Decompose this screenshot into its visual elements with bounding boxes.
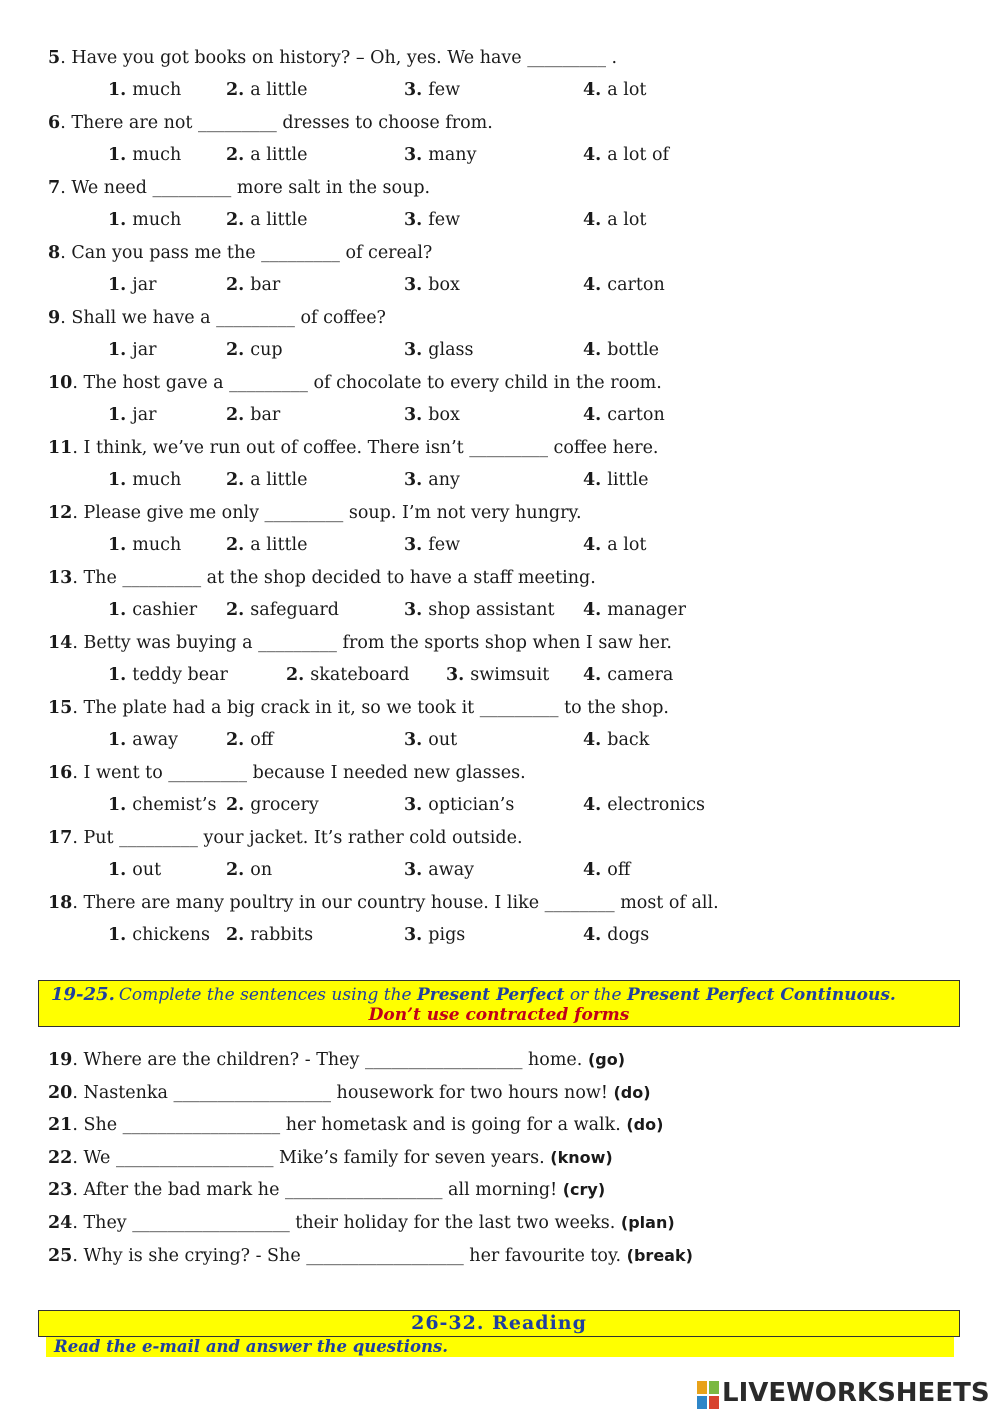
question-dot: . (72, 633, 84, 653)
gap-sentence-22[interactable] (48, 1148, 613, 1168)
option-text: a lot (607, 210, 647, 230)
option-text: carton (607, 275, 665, 295)
option-4[interactable] (583, 600, 686, 620)
question-9 (48, 308, 386, 328)
question-number: 18 (48, 893, 73, 913)
options-row (0, 470, 1000, 494)
option-number: 1. (108, 340, 127, 360)
question-16 (48, 763, 526, 783)
question-dot: . (72, 763, 84, 783)
section-19-25-header (38, 980, 960, 1027)
sentence-dot: . (72, 1245, 84, 1266)
option-text: any (428, 470, 460, 490)
option-number: 4. (583, 795, 602, 815)
option-4[interactable] (583, 535, 646, 555)
question-number: 11 (48, 438, 73, 458)
option-text: safeguard (250, 600, 340, 620)
question-8 (48, 243, 432, 263)
option-number: 2. (226, 340, 245, 360)
option-4[interactable] (583, 730, 649, 750)
option-text: much (132, 80, 182, 100)
option-number: 2. (226, 600, 245, 620)
option-text: bar (250, 405, 281, 425)
question-number: 15 (48, 698, 73, 718)
option-3[interactable] (404, 340, 473, 360)
question-7 (48, 178, 430, 198)
options-row (0, 405, 1000, 429)
option-text: few (428, 535, 461, 555)
sentence-text: Nastenka __________________ housework for two hours now! (83, 1082, 608, 1103)
option-number: 3. (404, 470, 423, 490)
sentence-number: 21 (48, 1115, 73, 1136)
instruction-text: or the (564, 985, 627, 1005)
option-1[interactable] (108, 210, 181, 230)
question-text: The host gave a _________ of chocolate to every child in the room. (83, 373, 662, 393)
options-row (0, 665, 1000, 689)
option-text: optician’s (428, 795, 515, 815)
option-3[interactable] (404, 795, 514, 815)
option-number: 1. (108, 795, 127, 815)
question-text: Put _________ your jacket. It’s rather cold outside. (83, 828, 523, 848)
question-number: 6 (48, 113, 61, 133)
option-number: 1. (108, 925, 127, 945)
options-row (0, 145, 1000, 169)
options-row (0, 795, 1000, 819)
option-text: few (428, 210, 461, 230)
option-text: pigs (428, 925, 466, 945)
option-number: 4. (583, 600, 602, 620)
question-10 (48, 373, 662, 393)
reading-title: 26-32. Reading (411, 1312, 587, 1334)
question-dot: . (72, 568, 84, 588)
verb-hint: (do) (613, 1082, 651, 1102)
tense-present-perfect-continuous: Present Perfect Continuous. (626, 985, 896, 1005)
option-text: much (132, 210, 182, 230)
options-row (0, 340, 1000, 364)
options-row (0, 210, 1000, 234)
sentence-dot: . (72, 1213, 84, 1233)
option-text: jar (132, 405, 157, 425)
instruction-text: Complete the sentences using the (118, 985, 417, 1005)
question-dot: . (72, 698, 84, 718)
option-text: bar (250, 275, 281, 295)
options-row (0, 730, 1000, 754)
option-number: 4. (583, 925, 602, 945)
option-3[interactable] (404, 405, 460, 425)
option-number: 1. (108, 665, 127, 685)
option-number: 2. (226, 925, 245, 945)
option-number: 3. (404, 795, 423, 815)
options-row (0, 275, 1000, 299)
sentence-text: We __________________ Mike’s family for seven years. (83, 1147, 545, 1168)
option-2[interactable] (226, 275, 280, 295)
option-text: manager (607, 600, 686, 620)
option-text: box (428, 275, 460, 295)
option-number: 3. (446, 665, 465, 685)
question-text: There are not _________ dresses to choose from. (71, 113, 493, 133)
options-row (0, 860, 1000, 884)
option-3[interactable] (404, 600, 555, 620)
option-number: 1. (108, 535, 127, 555)
option-number: 2. (226, 535, 245, 555)
option-number: 2. (226, 405, 245, 425)
option-text: rabbits (250, 925, 314, 945)
options-row (0, 535, 1000, 559)
option-3[interactable] (404, 470, 460, 490)
option-number: 1. (108, 860, 127, 880)
option-number: 1. (108, 600, 127, 620)
option-2[interactable] (226, 210, 308, 230)
sentence-dot: . (72, 1115, 84, 1136)
option-text: out (428, 730, 458, 750)
option-text: cashier (132, 600, 198, 620)
option-text: grocery (250, 795, 319, 815)
option-number: 3. (404, 600, 423, 620)
option-1[interactable] (108, 340, 157, 360)
option-number: 2. (226, 275, 245, 295)
option-4[interactable] (583, 925, 649, 945)
option-text: bottle (607, 340, 660, 360)
option-2[interactable] (226, 600, 339, 620)
option-3[interactable] (404, 535, 460, 555)
question-text: Can you pass me the _________ of cereal? (71, 243, 433, 263)
question-dot: . (60, 178, 72, 198)
option-4[interactable] (583, 405, 665, 425)
option-number: 1. (108, 80, 127, 100)
question-14 (48, 633, 672, 653)
option-1[interactable] (108, 275, 157, 295)
option-1[interactable] (108, 860, 161, 880)
option-number: 4. (583, 210, 602, 230)
option-text: few (428, 80, 461, 100)
question-text: We need _________ more salt in the soup. (71, 178, 431, 198)
option-number: 2. (226, 145, 245, 165)
option-4[interactable] (583, 80, 646, 100)
question-text: There are many poultry in our country house. I like ________ most of all. (83, 893, 719, 913)
question-dot: . (60, 243, 72, 263)
option-4[interactable] (583, 340, 659, 360)
option-1[interactable] (108, 665, 228, 685)
option-text: dogs (607, 925, 650, 945)
option-number: 1. (108, 470, 127, 490)
option-3[interactable] (404, 925, 465, 945)
option-text: away (132, 730, 179, 750)
option-number: 3. (404, 80, 423, 100)
logo-text: LIVEWORKSHEETS (722, 1378, 990, 1408)
option-1[interactable] (108, 795, 216, 815)
sentence-number: 25 (48, 1245, 73, 1266)
verb-hint: (go) (587, 1050, 626, 1069)
option-1[interactable] (108, 600, 197, 620)
option-number: 3. (404, 535, 423, 555)
option-text: little (607, 470, 649, 490)
question-dot: . (72, 438, 84, 458)
option-text: much (132, 145, 182, 165)
question-number: 14 (48, 633, 73, 653)
option-text: many (428, 145, 477, 165)
gap-sentence-20[interactable] (48, 1083, 651, 1103)
option-number: 3. (404, 730, 423, 750)
question-text: Shall we have a _________ of coffee? (71, 308, 386, 328)
option-number: 3. (404, 145, 423, 165)
option-text: a little (250, 80, 308, 100)
question-number: 12 (48, 503, 73, 523)
sentence-text: After the bad mark he __________________ all morning! (83, 1180, 558, 1201)
options-row (0, 80, 1000, 104)
question-number: 13 (48, 568, 73, 588)
option-text: a lot (607, 535, 647, 555)
question-text: I went to _________ because I needed new glasses. (83, 763, 526, 783)
question-dot: . (72, 828, 84, 848)
option-text: a lot of (607, 145, 670, 165)
verb-hint: (cry) (562, 1180, 606, 1200)
sentence-number: 23 (48, 1180, 73, 1201)
option-text: off (250, 730, 274, 750)
option-text: out (132, 860, 162, 880)
option-text: a little (250, 470, 308, 490)
option-text: away (428, 860, 475, 880)
option-number: 1. (108, 145, 127, 165)
question-12 (48, 503, 582, 523)
question-text: The plate had a big crack in it, so we took it _________ to the shop. (83, 698, 669, 718)
section-19-25-instruction (51, 984, 896, 1005)
logo-icon (696, 1380, 720, 1410)
option-text: glass (428, 340, 474, 360)
option-number: 3. (404, 210, 423, 230)
option-4[interactable] (583, 145, 669, 165)
option-text: chemist’s (132, 795, 217, 815)
question-dot: . (72, 893, 84, 913)
sentence-number: 19 (48, 1050, 73, 1070)
sentence-text: They __________________ their holiday for the last two weeks. (83, 1213, 616, 1233)
option-2[interactable] (226, 925, 313, 945)
option-number: 4. (583, 665, 602, 685)
option-1[interactable] (108, 925, 210, 945)
option-2[interactable] (226, 860, 272, 880)
option-text: cup (250, 340, 283, 360)
gap-sentence-25[interactable] (48, 1246, 693, 1266)
question-5 (48, 48, 617, 68)
question-number: 10 (48, 373, 73, 393)
option-text: jar (132, 275, 157, 295)
option-number: 2. (226, 860, 245, 880)
question-number: 17 (48, 828, 73, 848)
question-13 (48, 568, 596, 588)
option-text: jar (132, 340, 157, 360)
option-2[interactable] (226, 340, 283, 360)
sentence-number: 20 (48, 1082, 73, 1103)
option-4[interactable] (583, 210, 646, 230)
option-4[interactable] (583, 665, 673, 685)
reading-instruction-bar (46, 1337, 954, 1357)
option-1[interactable] (108, 470, 181, 490)
sentence-number: 22 (48, 1147, 73, 1168)
option-text: much (132, 470, 182, 490)
option-number: 2. (226, 210, 245, 230)
option-text: a lot (607, 80, 647, 100)
option-4[interactable] (583, 795, 705, 815)
option-number: 2. (226, 795, 245, 815)
option-text: shop assistant (428, 600, 555, 620)
question-text: Please give me only _________ soup. I’m not very hungry. (83, 503, 582, 523)
option-1[interactable] (108, 145, 181, 165)
question-17 (48, 828, 523, 848)
option-number: 4. (583, 80, 602, 100)
sentence-dot: . (72, 1147, 84, 1168)
verb-hint: (break) (626, 1245, 693, 1265)
question-number: 9 (48, 308, 61, 328)
option-text: off (607, 860, 631, 880)
option-3[interactable] (404, 145, 476, 165)
option-4[interactable] (583, 860, 630, 880)
question-18 (48, 893, 719, 913)
question-dot: . (72, 373, 84, 393)
option-1[interactable] (108, 535, 181, 555)
option-text: back (607, 730, 650, 750)
gap-sentence-19[interactable] (48, 1050, 625, 1070)
question-number: 16 (48, 763, 73, 783)
option-number: 3. (404, 925, 423, 945)
option-2[interactable] (226, 145, 308, 165)
section-19-25-note: Don’t use contracted forms (368, 1005, 630, 1025)
option-number: 4. (583, 535, 602, 555)
option-3[interactable] (446, 665, 549, 685)
option-text: box (428, 405, 460, 425)
option-number: 3. (404, 860, 423, 880)
option-number: 2. (226, 80, 245, 100)
question-dot: . (60, 48, 72, 68)
question-number: 8 (48, 243, 61, 263)
tense-present-perfect: Present Perfect (417, 985, 565, 1005)
option-number: 1. (108, 405, 127, 425)
option-2[interactable] (226, 405, 280, 425)
option-2[interactable] (226, 470, 308, 490)
question-number: 7 (48, 178, 61, 198)
option-2[interactable] (286, 665, 409, 685)
option-number: 2. (226, 470, 245, 490)
option-text: a little (250, 145, 308, 165)
sentence-text: She __________________ her hometask and is going for a walk. (83, 1115, 621, 1136)
option-text: teddy bear (132, 665, 228, 685)
option-text: much (132, 535, 182, 555)
question-dot: . (60, 308, 72, 328)
gap-sentence-21[interactable] (48, 1115, 663, 1135)
option-number: 1. (108, 210, 127, 230)
option-number: 3. (404, 275, 423, 295)
option-number: 4. (583, 470, 602, 490)
verb-hint: (know) (550, 1147, 613, 1167)
option-text: camera (607, 665, 674, 685)
gap-sentence-24[interactable] (48, 1213, 675, 1233)
option-text: skateboard (310, 665, 410, 685)
question-15 (48, 698, 669, 718)
options-row (0, 600, 1000, 624)
question-text: I think, we’ve run out of coffee. There isn’t _________ coffee here. (83, 438, 659, 458)
option-number: 1. (108, 730, 127, 750)
verb-hint: (do) (626, 1115, 664, 1135)
option-number: 1. (108, 275, 127, 295)
option-number: 4. (583, 340, 602, 360)
option-number: 3. (404, 340, 423, 360)
option-text: a little (250, 210, 308, 230)
question-11 (48, 438, 659, 458)
option-text: a little (250, 535, 308, 555)
option-number: 4. (583, 405, 602, 425)
option-1[interactable] (108, 405, 157, 425)
option-1[interactable] (108, 730, 178, 750)
option-text: on (250, 860, 273, 880)
option-2[interactable] (226, 795, 319, 815)
reading-instruction: Read the e-mail and answer the questions. (54, 1337, 449, 1356)
question-number: 5 (48, 48, 61, 68)
option-text: carton (607, 405, 665, 425)
option-text: chickens (132, 925, 210, 945)
liveworksheets-logo (696, 1376, 996, 1410)
sentence-number: 24 (48, 1213, 73, 1233)
sentence-dot: . (72, 1082, 84, 1103)
section-range: 19-25. (51, 984, 115, 1005)
option-2[interactable] (226, 730, 273, 750)
option-number: 2. (286, 665, 305, 685)
question-text: Have you got books on history? – Oh, yes. We have _________ . (71, 48, 618, 68)
section-reading-header (38, 1310, 960, 1337)
option-1[interactable] (108, 80, 181, 100)
question-6 (48, 113, 493, 133)
option-3[interactable] (404, 80, 460, 100)
option-2[interactable] (226, 80, 308, 100)
sentence-dot: . (72, 1180, 84, 1201)
option-3[interactable] (404, 210, 460, 230)
question-text: Betty was buying a _________ from the sports shop when I saw her. (83, 633, 672, 653)
option-4[interactable] (583, 470, 649, 490)
option-number: 4. (583, 730, 602, 750)
sentence-dot: . (72, 1050, 84, 1070)
option-4[interactable] (583, 275, 665, 295)
option-text: swimsuit (470, 665, 550, 685)
question-dot: . (60, 113, 72, 133)
option-3[interactable] (404, 730, 457, 750)
option-2[interactable] (226, 535, 308, 555)
verb-hint: (plan) (620, 1213, 675, 1232)
option-number: 3. (404, 405, 423, 425)
question-text: The _________ at the shop decided to have a staff meeting. (83, 568, 596, 588)
sentence-text: Why is she crying? - She __________________ her favourite toy. (83, 1245, 622, 1266)
sentence-text: Where are the children? - They __________________ home. (83, 1050, 583, 1070)
options-row (0, 925, 1000, 949)
option-number: 2. (226, 730, 245, 750)
option-3[interactable] (404, 275, 460, 295)
option-number: 4. (583, 860, 602, 880)
option-text: electronics (607, 795, 705, 815)
gap-sentence-23[interactable] (48, 1180, 605, 1200)
option-number: 4. (583, 275, 602, 295)
option-number: 4. (583, 145, 602, 165)
question-dot: . (72, 503, 84, 523)
option-3[interactable] (404, 860, 474, 880)
